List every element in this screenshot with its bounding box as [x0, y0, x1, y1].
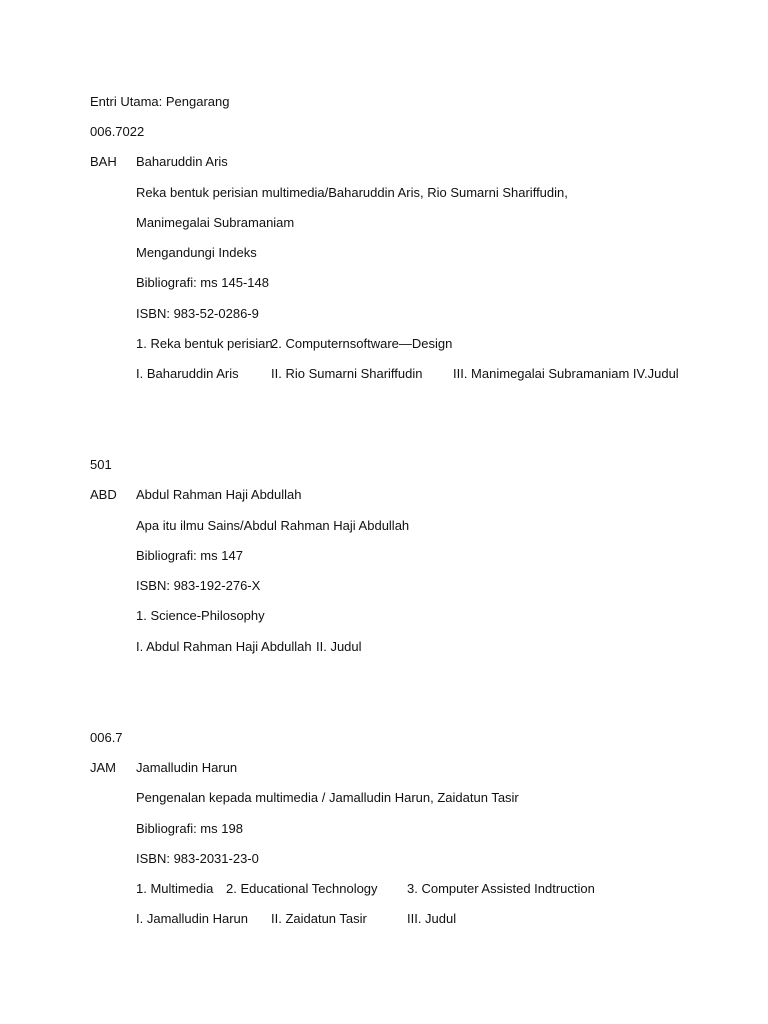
- title-line-continued: Manimegalai Subramaniam: [136, 215, 295, 230]
- author-code: JAM: [90, 760, 116, 775]
- subject-heading: 3. Computer Assisted Indtruction: [407, 881, 595, 896]
- isbn-line: ISBN: 983-52-0286-9: [136, 306, 259, 321]
- title-line: Apa itu ilmu Sains/Abdul Rahman Haji Abdullah: [136, 518, 410, 533]
- page-heading: Entri Utama: Pengarang: [90, 94, 230, 109]
- tracing-item: II. Zaidatun Tasir: [271, 911, 367, 926]
- author-name: Jamalludin Harun: [136, 760, 238, 775]
- author-name: Abdul Rahman Haji Abdullah: [136, 487, 302, 502]
- subject-heading: 2. Educational Technology: [226, 881, 378, 896]
- subject-heading: 1. Multimedia: [136, 881, 214, 896]
- bibliography-line: Bibliografi: ms 198: [136, 821, 243, 836]
- tracing-item: II. Rio Sumarni Shariffudin: [271, 366, 423, 381]
- note-line: Mengandungi Indeks: [136, 245, 257, 260]
- tracing-item: I. Baharuddin Aris: [136, 366, 239, 381]
- subject-heading: 2. Computernsoftware—Design: [271, 336, 453, 351]
- tracing-item: I. Abdul Rahman Haji Abdullah: [136, 639, 312, 654]
- title-line: Pengenalan kepada multimedia / Jamalludin Harun, Zaidatun Tasir: [136, 790, 519, 805]
- tracing-item: III. Manimegalai Subramaniam IV.Judul: [453, 366, 679, 381]
- author-name: Baharuddin Aris: [136, 154, 228, 169]
- bibliography-line: Bibliografi: ms 147: [136, 548, 243, 563]
- author-code: BAH: [90, 154, 117, 169]
- isbn-line: ISBN: 983-2031-23-0: [136, 851, 259, 866]
- bibliography-line: Bibliografi: ms 145-148: [136, 275, 269, 290]
- call-number: 006.7: [90, 730, 123, 745]
- tracing-item: II. Judul: [316, 639, 362, 654]
- isbn-line: ISBN: 983-192-276-X: [136, 578, 261, 593]
- tracing-item: III. Judul: [407, 911, 457, 926]
- call-number: 501: [90, 457, 112, 472]
- call-number: 006.7022: [90, 124, 145, 139]
- author-code: ABD: [90, 487, 117, 502]
- subject-heading: 1. Reka bentuk perisian: [136, 336, 273, 351]
- title-line: Reka bentuk perisian multimedia/Baharuddin Aris, Rio Sumarni Shariffudin,: [136, 185, 568, 200]
- tracing-item: I. Jamalludin Harun: [136, 911, 248, 926]
- subject-heading: 1. Science-Philosophy: [136, 608, 265, 623]
